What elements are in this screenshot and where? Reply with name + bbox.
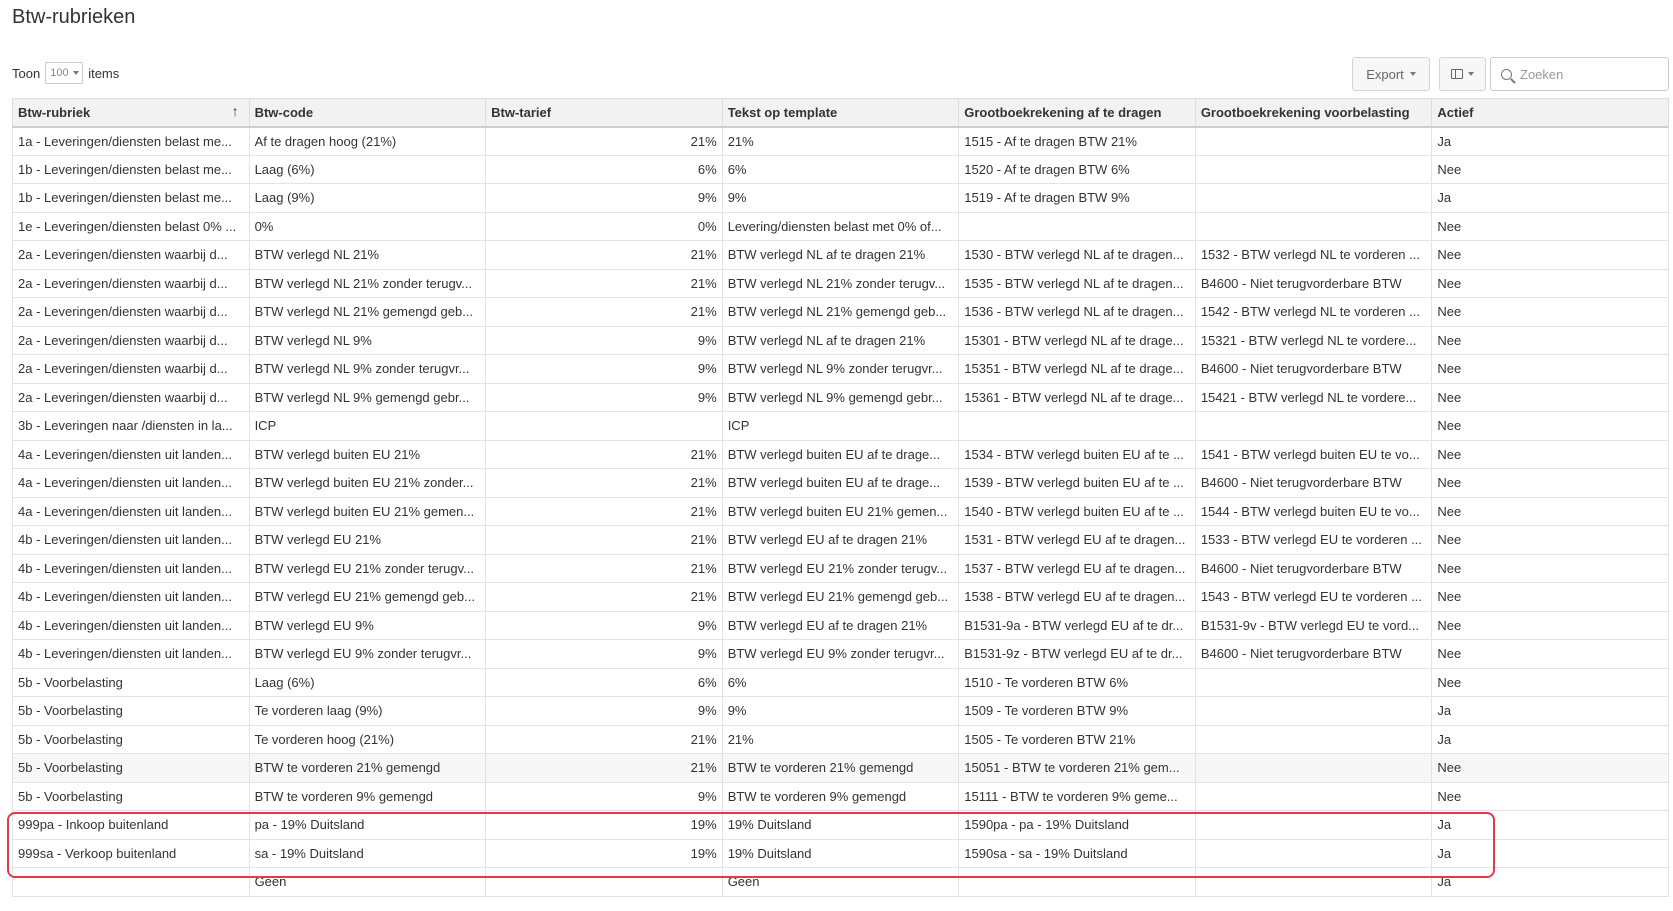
cell-tekst-op-template: BTW verlegd EU af te dragen 21% [722, 611, 959, 640]
cell-btw-tarief: 9% [486, 355, 723, 384]
cell-btw-rubriek: 4a - Leveringen/diensten uit landen... [13, 497, 250, 526]
cell-btw-rubriek: 5b - Voorbelasting [13, 754, 250, 783]
cell-grootboek-af-te-dragen: 1536 - BTW verlegd NL af te dragen... [959, 298, 1196, 327]
table-row[interactable] [13, 298, 1669, 327]
cell-grootboek-af-te-dragen [959, 212, 1196, 241]
cell-btw-rubriek: 999sa - Verkoop buitenland [13, 839, 250, 868]
cell-actief: Nee [1432, 526, 1669, 555]
cell-btw-rubriek: 3b - Leveringen naar /diensten in la... [13, 412, 250, 441]
cell-grootboek-voorbelasting: 1542 - BTW verlegd NL te vorderen ... [1195, 298, 1432, 327]
table-row[interactable] [13, 241, 1669, 270]
cell-btw-tarief: 6% [486, 155, 723, 184]
cell-btw-code: BTW verlegd buiten EU 21% zonder... [249, 469, 486, 498]
cell-tekst-op-template: BTW verlegd buiten EU 21% gemen... [722, 497, 959, 526]
cell-tekst-op-template: BTW verlegd NL 21% gemengd geb... [722, 298, 959, 327]
cell-actief: Nee [1432, 241, 1669, 270]
table-header-row [13, 99, 1669, 127]
table-row[interactable] [13, 583, 1669, 612]
cell-btw-rubriek: 2a - Leveringen/diensten waarbij d... [13, 326, 250, 355]
cell-btw-rubriek: 999pa - Inkoop buitenland [13, 811, 250, 840]
cell-btw-rubriek: 4a - Leveringen/diensten uit landen... [13, 440, 250, 469]
cell-actief: Ja [1432, 184, 1669, 213]
cell-btw-code: ICP [249, 412, 486, 441]
page-title: Btw-rubrieken [12, 6, 136, 28]
cell-btw-rubriek: 1e - Leveringen/diensten belast 0% ... [13, 212, 250, 241]
cell-btw-code: BTW te vorderen 9% gemengd [249, 782, 486, 811]
cell-btw-tarief: 21% [486, 440, 723, 469]
cell-grootboek-af-te-dragen: 15361 - BTW verlegd NL af te drage... [959, 383, 1196, 412]
cell-tekst-op-template: BTW verlegd NL 9% gemengd gebr... [722, 383, 959, 412]
cell-actief: Ja [1432, 811, 1669, 840]
cell-tekst-op-template: 9% [722, 697, 959, 726]
cell-grootboek-voorbelasting: 1533 - BTW verlegd EU te vorderen ... [1195, 526, 1432, 555]
cell-btw-code: BTW verlegd EU 21% zonder terugv... [249, 554, 486, 583]
cell-btw-rubriek: 4b - Leveringen/diensten uit landen... [13, 640, 250, 669]
cell-grootboek-af-te-dragen: 1538 - BTW verlegd EU af te dragen... [959, 583, 1196, 612]
cell-tekst-op-template: 21% [722, 127, 959, 156]
cell-btw-rubriek: 2a - Leveringen/diensten waarbij d... [13, 355, 250, 384]
cell-grootboek-af-te-dragen: 1537 - BTW verlegd EU af te dragen... [959, 554, 1196, 583]
cell-tekst-op-template: BTW verlegd buiten EU af te drage... [722, 440, 959, 469]
cell-btw-rubriek: 2a - Leveringen/diensten waarbij d... [13, 269, 250, 298]
cell-actief: Nee [1432, 640, 1669, 669]
cell-tekst-op-template: BTW verlegd EU 21% gemengd geb... [722, 583, 959, 612]
cell-btw-tarief: 9% [486, 782, 723, 811]
cell-btw-tarief: 21% [486, 497, 723, 526]
cell-grootboek-voorbelasting: B4600 - Niet terugvorderbare BTW [1195, 355, 1432, 384]
page-size-value: 100 [50, 67, 69, 79]
cell-btw-rubriek: 2a - Leveringen/diensten waarbij d... [13, 383, 250, 412]
cell-tekst-op-template: BTW verlegd EU af te dragen 21% [722, 526, 959, 555]
cell-grootboek-af-te-dragen: 15351 - BTW verlegd NL af te drage... [959, 355, 1196, 384]
table-row[interactable] [13, 611, 1669, 640]
cell-grootboek-voorbelasting [1195, 782, 1432, 811]
cell-btw-code: BTW verlegd buiten EU 21% [249, 440, 486, 469]
cell-actief: Nee [1432, 383, 1669, 412]
cell-grootboek-af-te-dragen: 15111 - BTW te vorderen 9% geme... [959, 782, 1196, 811]
cell-grootboek-af-te-dragen: 1509 - Te vorderen BTW 9% [959, 697, 1196, 726]
chevron-down-icon [73, 71, 79, 75]
columns-icon [1451, 69, 1463, 79]
cell-tekst-op-template: BTW verlegd EU 21% zonder terugv... [722, 554, 959, 583]
cell-tekst-op-template: 21% [722, 725, 959, 754]
cell-btw-rubriek: 5b - Voorbelasting [13, 668, 250, 697]
cell-btw-code: Geen [249, 868, 486, 897]
cell-actief: Nee [1432, 583, 1669, 612]
column-header-btw-rubriek[interactable]: Btw-rubriek ↑ [13, 99, 250, 127]
cell-grootboek-af-te-dragen: 1530 - BTW verlegd NL af te dragen... [959, 241, 1196, 270]
table-row[interactable] [13, 269, 1669, 298]
vat-categories-table [12, 98, 1669, 897]
table-toolbar [12, 57, 1669, 91]
cell-btw-code: BTW verlegd NL 21% zonder terugv... [249, 269, 486, 298]
cell-btw-code: BTW verlegd NL 9% [249, 326, 486, 355]
cell-btw-rubriek: 4b - Leveringen/diensten uit landen... [13, 583, 250, 612]
table-row[interactable] [13, 155, 1669, 184]
cell-btw-rubriek: 4b - Leveringen/diensten uit landen... [13, 611, 250, 640]
cell-grootboek-voorbelasting [1195, 668, 1432, 697]
cell-grootboek-af-te-dragen: 1535 - BTW verlegd NL af te dragen... [959, 269, 1196, 298]
cell-grootboek-voorbelasting [1195, 697, 1432, 726]
cell-grootboek-af-te-dragen: 1590pa - pa - 19% Duitsland [959, 811, 1196, 840]
cell-actief: Nee [1432, 155, 1669, 184]
cell-grootboek-voorbelasting: B4600 - Niet terugvorderbare BTW [1195, 554, 1432, 583]
cell-btw-tarief: 9% [486, 611, 723, 640]
cell-grootboek-af-te-dragen: 1510 - Te vorderen BTW 6% [959, 668, 1196, 697]
cell-btw-rubriek: 4b - Leveringen/diensten uit landen... [13, 554, 250, 583]
table-row[interactable] [13, 697, 1669, 726]
table-row[interactable] [13, 640, 1669, 669]
cell-tekst-op-template: 19% Duitsland [722, 811, 959, 840]
cell-btw-tarief: 0% [486, 212, 723, 241]
cell-actief: Nee [1432, 469, 1669, 498]
cell-btw-tarief: 21% [486, 298, 723, 327]
cell-tekst-op-template: BTW te vorderen 9% gemengd [722, 782, 959, 811]
cell-btw-code: Af te dragen hoog (21%) [249, 127, 486, 156]
cell-btw-code: sa - 19% Duitsland [249, 839, 486, 868]
cell-actief: Ja [1432, 697, 1669, 726]
cell-btw-tarief [486, 868, 723, 897]
cell-grootboek-voorbelasting [1195, 811, 1432, 840]
cell-actief: Nee [1432, 212, 1669, 241]
cell-btw-code: BTW te vorderen 21% gemengd [249, 754, 486, 783]
cell-btw-code: BTW verlegd NL 21% [249, 241, 486, 270]
cell-tekst-op-template: BTW verlegd NL 21% zonder terugv... [722, 269, 959, 298]
cell-btw-code: Laag (6%) [249, 155, 486, 184]
cell-tekst-op-template: BTW verlegd EU 9% zonder terugvr... [722, 640, 959, 669]
cell-btw-code: Te vorderen hoog (21%) [249, 725, 486, 754]
cell-btw-rubriek: 1b - Leveringen/diensten belast me... [13, 155, 250, 184]
cell-grootboek-voorbelasting [1195, 155, 1432, 184]
table-row[interactable] [13, 782, 1669, 811]
cell-btw-tarief: 9% [486, 383, 723, 412]
cell-actief: Ja [1432, 725, 1669, 754]
cell-tekst-op-template: Levering/diensten belast met 0% of... [722, 212, 959, 241]
cell-btw-rubriek [13, 868, 250, 897]
sort-ascending-icon[interactable]: ↑ [231, 103, 239, 119]
cell-tekst-op-template: BTW verlegd buiten EU af te drage... [722, 469, 959, 498]
column-header-grootboek-af-te-dragen[interactable]: Grootboekrekening af te dragen [959, 99, 1196, 127]
table-row[interactable] [13, 212, 1669, 241]
table-row[interactable] [13, 868, 1669, 897]
table-row[interactable] [13, 839, 1669, 868]
cell-grootboek-af-te-dragen: 1515 - Af te dragen BTW 21% [959, 127, 1196, 156]
cell-tekst-op-template: BTW verlegd NL 9% zonder terugvr... [722, 355, 959, 384]
cell-grootboek-af-te-dragen: 1539 - BTW verlegd buiten EU af te ... [959, 469, 1196, 498]
search-icon [1501, 69, 1512, 80]
cell-grootboek-voorbelasting: 1543 - BTW verlegd EU te vorderen ... [1195, 583, 1432, 612]
table-row[interactable] [13, 811, 1669, 840]
table-row[interactable] [13, 526, 1669, 555]
cell-grootboek-voorbelasting [1195, 127, 1432, 156]
export-button[interactable] [1352, 57, 1430, 91]
page-size-select[interactable] [45, 62, 83, 84]
cell-actief: Nee [1432, 497, 1669, 526]
table-row[interactable] [13, 497, 1669, 526]
table-row[interactable] [13, 668, 1669, 697]
cell-grootboek-voorbelasting: 1541 - BTW verlegd buiten EU te vo... [1195, 440, 1432, 469]
cell-grootboek-af-te-dragen: 1519 - Af te dragen BTW 9% [959, 184, 1196, 213]
cell-btw-tarief: 6% [486, 668, 723, 697]
cell-actief: Nee [1432, 754, 1669, 783]
cell-grootboek-af-te-dragen [959, 412, 1196, 441]
cell-grootboek-voorbelasting: 1532 - BTW verlegd NL te vorderen ... [1195, 241, 1432, 270]
cell-btw-tarief: 21% [486, 526, 723, 555]
cell-btw-code: BTW verlegd buiten EU 21% gemen... [249, 497, 486, 526]
cell-btw-code: Laag (9%) [249, 184, 486, 213]
column-header-tekst-op-template[interactable]: Tekst op template [722, 99, 959, 127]
cell-actief: Ja [1432, 127, 1669, 156]
cell-grootboek-af-te-dragen: 1540 - BTW verlegd buiten EU af te ... [959, 497, 1196, 526]
cell-grootboek-voorbelasting [1195, 754, 1432, 783]
cell-btw-tarief: 21% [486, 241, 723, 270]
cell-btw-code: BTW verlegd EU 9% zonder terugvr... [249, 640, 486, 669]
cell-tekst-op-template: Geen [722, 868, 959, 897]
cell-grootboek-voorbelasting: B1531-9v - BTW verlegd EU te vord... [1195, 611, 1432, 640]
cell-tekst-op-template: 6% [722, 668, 959, 697]
cell-btw-code: pa - 19% Duitsland [249, 811, 486, 840]
column-header-btw-tarief[interactable]: Btw-tarief [486, 99, 723, 127]
cell-btw-rubriek: 5b - Voorbelasting [13, 725, 250, 754]
cell-grootboek-voorbelasting: 15321 - BTW verlegd NL te vordere... [1195, 326, 1432, 355]
cell-btw-tarief: 9% [486, 697, 723, 726]
cell-tekst-op-template: BTW te vorderen 21% gemengd [722, 754, 959, 783]
cell-btw-code: BTW verlegd NL 21% gemengd geb... [249, 298, 486, 327]
cell-grootboek-af-te-dragen: 1520 - Af te dragen BTW 6% [959, 155, 1196, 184]
table-row[interactable] [13, 554, 1669, 583]
cell-tekst-op-template: BTW verlegd NL af te dragen 21% [722, 241, 959, 270]
cell-btw-tarief: 9% [486, 640, 723, 669]
cell-actief: Ja [1432, 839, 1669, 868]
cell-btw-code: 0% [249, 212, 486, 241]
page-size-control [12, 62, 119, 84]
cell-actief: Nee [1432, 440, 1669, 469]
cell-grootboek-af-te-dragen: 1590sa - sa - 19% Duitsland [959, 839, 1196, 868]
cell-btw-tarief: 9% [486, 184, 723, 213]
column-header-actief[interactable]: Actief [1432, 99, 1669, 127]
table-row[interactable] [13, 383, 1669, 412]
cell-btw-tarief [486, 412, 723, 441]
cell-grootboek-voorbelasting [1195, 868, 1432, 897]
chevron-down-icon [1410, 72, 1416, 76]
table-row[interactable] [13, 127, 1669, 156]
cell-btw-tarief: 21% [486, 725, 723, 754]
cell-actief: Nee [1432, 298, 1669, 327]
table-row[interactable] [13, 184, 1669, 213]
cell-actief: Nee [1432, 668, 1669, 697]
cell-grootboek-voorbelasting [1195, 839, 1432, 868]
search-input[interactable] [1518, 66, 1652, 83]
cell-btw-rubriek: 1a - Leveringen/diensten belast me... [13, 127, 250, 156]
cell-btw-rubriek: 2a - Leveringen/diensten waarbij d... [13, 241, 250, 270]
cell-tekst-op-template: ICP [722, 412, 959, 441]
cell-btw-rubriek: 4a - Leveringen/diensten uit landen... [13, 469, 250, 498]
cell-btw-rubriek: 4b - Leveringen/diensten uit landen... [13, 526, 250, 555]
cell-btw-code: Te vorderen laag (9%) [249, 697, 486, 726]
search-box [1490, 57, 1669, 91]
cell-actief: Nee [1432, 326, 1669, 355]
table-row[interactable] [13, 754, 1669, 783]
table-row[interactable] [13, 725, 1669, 754]
cell-btw-code: BTW verlegd NL 9% zonder terugvr... [249, 355, 486, 384]
cell-actief: Ja [1432, 868, 1669, 897]
cell-btw-tarief: 9% [486, 326, 723, 355]
cell-btw-tarief: 19% [486, 839, 723, 868]
cell-btw-rubriek: 2a - Leveringen/diensten waarbij d... [13, 298, 250, 327]
cell-btw-tarief: 19% [486, 811, 723, 840]
table-body [13, 127, 1669, 897]
cell-tekst-op-template: 9% [722, 184, 959, 213]
cell-btw-tarief: 21% [486, 583, 723, 612]
cell-btw-code: BTW verlegd EU 21% gemengd geb... [249, 583, 486, 612]
cell-actief: Nee [1432, 611, 1669, 640]
items-label: items [88, 65, 120, 81]
cell-grootboek-af-te-dragen: B1531-9a - BTW verlegd EU af te dr... [959, 611, 1196, 640]
cell-actief: Nee [1432, 412, 1669, 441]
cell-tekst-op-template: BTW verlegd NL af te dragen 21% [722, 326, 959, 355]
cell-btw-tarief: 21% [486, 754, 723, 783]
cell-btw-rubriek: 5b - Voorbelasting [13, 782, 250, 811]
cell-btw-code: BTW verlegd EU 9% [249, 611, 486, 640]
cell-btw-tarief: 21% [486, 469, 723, 498]
cell-grootboek-af-te-dragen: B1531-9z - BTW verlegd EU af te dr... [959, 640, 1196, 669]
cell-btw-tarief: 21% [486, 554, 723, 583]
column-header-grootboek-voorbelasting[interactable]: Grootboekrekening voorbelasting [1195, 99, 1432, 127]
cell-grootboek-voorbelasting [1195, 212, 1432, 241]
cell-actief: Nee [1432, 269, 1669, 298]
cell-grootboek-voorbelasting [1195, 184, 1432, 213]
cell-grootboek-af-te-dragen: 1505 - Te vorderen BTW 21% [959, 725, 1196, 754]
cell-grootboek-af-te-dragen [959, 868, 1196, 897]
table-row[interactable] [13, 469, 1669, 498]
cell-grootboek-voorbelasting: 1544 - BTW verlegd buiten EU te vo... [1195, 497, 1432, 526]
column-chooser-button[interactable] [1439, 57, 1486, 91]
cell-grootboek-voorbelasting [1195, 725, 1432, 754]
cell-btw-code: BTW verlegd EU 21% [249, 526, 486, 555]
cell-actief: Nee [1432, 782, 1669, 811]
cell-grootboek-voorbelasting: B4600 - Niet terugvorderbare BTW [1195, 640, 1432, 669]
cell-grootboek-voorbelasting: 15421 - BTW verlegd NL te vordere... [1195, 383, 1432, 412]
cell-grootboek-af-te-dragen: 15301 - BTW verlegd NL af te drage... [959, 326, 1196, 355]
cell-tekst-op-template: 19% Duitsland [722, 839, 959, 868]
export-label: Export [1366, 66, 1404, 82]
cell-grootboek-af-te-dragen: 1531 - BTW verlegd EU af te dragen... [959, 526, 1196, 555]
table-row[interactable] [13, 440, 1669, 469]
cell-tekst-op-template: 6% [722, 155, 959, 184]
cell-btw-rubriek: 1b - Leveringen/diensten belast me... [13, 184, 250, 213]
cell-grootboek-af-te-dragen: 15051 - BTW te vorderen 21% gem... [959, 754, 1196, 783]
cell-grootboek-af-te-dragen: 1534 - BTW verlegd buiten EU af te ... [959, 440, 1196, 469]
chevron-down-icon [1468, 72, 1474, 76]
cell-btw-code: BTW verlegd NL 9% gemengd gebr... [249, 383, 486, 412]
cell-btw-tarief: 21% [486, 127, 723, 156]
table-row[interactable] [13, 326, 1669, 355]
cell-actief: Nee [1432, 554, 1669, 583]
cell-actief: Nee [1432, 355, 1669, 384]
cell-btw-rubriek: 5b - Voorbelasting [13, 697, 250, 726]
column-header-btw-code[interactable]: Btw-code [249, 99, 486, 127]
show-label: Toon [12, 65, 41, 81]
table-row[interactable] [13, 355, 1669, 384]
cell-grootboek-voorbelasting: B4600 - Niet terugvorderbare BTW [1195, 469, 1432, 498]
cell-grootboek-voorbelasting [1195, 412, 1432, 441]
cell-btw-code: Laag (6%) [249, 668, 486, 697]
table-row[interactable] [13, 412, 1669, 441]
cell-btw-tarief: 21% [486, 269, 723, 298]
cell-grootboek-voorbelasting: B4600 - Niet terugvorderbare BTW [1195, 269, 1432, 298]
